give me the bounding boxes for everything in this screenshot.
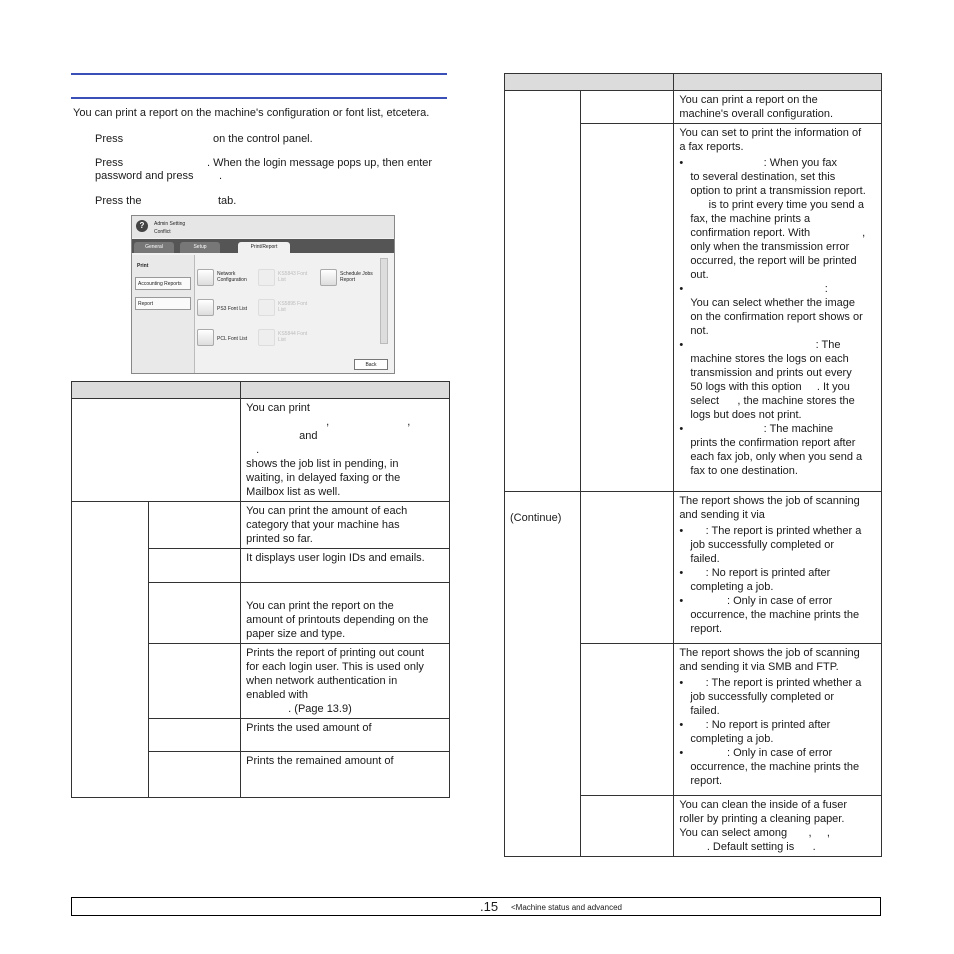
ks5895-font-list-button [258, 299, 275, 316]
screen-subtitle: Conflict [154, 229, 171, 235]
step-2-d: . [219, 170, 223, 182]
schedule-jobs-report-button[interactable] [320, 269, 337, 286]
right-table-header-1 [505, 74, 674, 91]
left-accounting-group-label [72, 502, 149, 798]
left-row-2-label [148, 502, 241, 549]
right-row-3-label [580, 492, 673, 644]
left-row-7-label [148, 752, 241, 798]
left-table-header-2 [241, 382, 450, 399]
right-row-4-desc: The report shows the job of scanning and sending it via SMB and FTP. • : The report is printed whether a job successfully completed or failed. • : No report is printed after completing a job. • : Only in case of error occurrence, the machine prints the report. [674, 644, 882, 796]
control-panel-screenshot [131, 215, 395, 374]
ks5843-font-list-label-2: List [278, 277, 286, 283]
left-row-1-desc: You can print , , and . shows the job list in pending, in waiting, in delayed faxing or the Mailbox list as well. [241, 399, 450, 502]
page-footer [71, 897, 881, 916]
title-rule-top [71, 73, 447, 75]
scrollbar[interactable] [380, 258, 388, 344]
left-table-header-1 [72, 382, 241, 399]
tab-setup[interactable]: Setup [180, 242, 220, 253]
report-button[interactable]: Report [135, 297, 191, 310]
help-icon[interactable]: ? [136, 220, 148, 232]
right-group-1-label [505, 91, 581, 492]
ks5844-font-list-label-2: List [278, 337, 286, 343]
ks5843-font-list-button [258, 269, 275, 286]
left-row-3-desc: It displays user login IDs and emails. [241, 549, 450, 583]
schedule-jobs-report-label-2: Report [340, 277, 356, 283]
right-table-header-2 [674, 74, 882, 91]
ks5844-font-list-label-1: KS5844 Font [278, 331, 308, 337]
screen-title-bar [132, 216, 394, 238]
schedule-jobs-report-label-1: Schedule Jobs [340, 271, 373, 277]
step-3-b: tab. [218, 195, 237, 207]
page-number: .15 [480, 899, 499, 914]
right-row-1-desc: You can print a report on the machine's overall configuration. [674, 91, 882, 124]
footer-chapter-text: <Machine status and advanced [511, 903, 622, 912]
left-row-3-label [148, 549, 241, 583]
right-row-5-label [580, 796, 673, 857]
ps3-font-list-label: PS3 Font List [217, 306, 248, 312]
left-report-table [71, 381, 450, 798]
intro-text: You can print a report on the machine's configuration or font list, etcetera. [73, 107, 430, 119]
left-row-2-desc: You can print the amount of each category that your machine has printed so far. [241, 502, 450, 549]
pcl-font-list-button[interactable] [197, 329, 214, 346]
left-row-5-label [148, 644, 241, 719]
tab-general[interactable]: General [134, 242, 174, 253]
right-row-2-label [580, 124, 673, 492]
right-row-3-desc: The report shows the job of scanning and sending it via • : The report is printed whether a job successfully completed or failed. • : No report is printed after completing a job. • : Only in case of error occurrence, the machine prints the report. [674, 492, 882, 644]
step-2-a: Press [95, 157, 124, 169]
pcl-font-list-label: PCL Font List [217, 336, 248, 342]
right-row-4-label [580, 644, 673, 796]
screen-sidebar [132, 255, 195, 373]
ps3-font-list-button[interactable] [197, 299, 214, 316]
title-rule-bottom [71, 97, 447, 99]
step-2-b: . When the login message pops up, then enter [207, 157, 433, 169]
network-configuration-button[interactable] [197, 269, 214, 286]
sidebar-header: Print [137, 263, 149, 269]
left-row-4-desc: You can print the report on the amount of printouts depending on the paper size and type. [241, 583, 450, 644]
left-row-6-label [148, 719, 241, 752]
network-configuration-label-2: Configuration [217, 277, 247, 283]
left-row-6-desc: Prints the used amount of [241, 719, 450, 752]
ks5843-font-list-label-1: KS5843 Font [278, 271, 308, 277]
right-row-5-desc: You can clean the inside of a fuser roller by printing a cleaning paper. You can select among , , . Default setting is . [674, 796, 882, 857]
ks5895-font-list-label-1: KS5895 Font [278, 301, 308, 307]
left-row-5-desc: Prints the report of printing out count for each login user. This is used only when network authentication in enabled with . (Page 13.9) [241, 644, 450, 719]
right-row-1-label [580, 91, 673, 124]
step-1-a: Press [95, 133, 124, 145]
ks5844-font-list-button [258, 329, 275, 346]
screen-title: Admin Setting [154, 221, 186, 227]
accounting-reports-button[interactable]: Accounting Reports [135, 277, 191, 290]
right-report-table [504, 73, 882, 857]
left-row-7-desc: Prints the remained amount of [241, 752, 450, 798]
network-configuration-label-1: Network [217, 271, 236, 277]
step-2-c: password and press [95, 170, 194, 182]
left-row-1-label [72, 399, 241, 502]
right-row-2-desc: You can set to print the information of a fax reports. • : When you fax to several destination, set this option to print a transmission report. is to print every time you send a fax, the machine prints a confirmation report. With , only when the transmission error occurred, the report will be printed out. • : You can select whether the image on the confirmation report shows or not. • : The machine stores the logs on each transmission and prints out every 50 logs with this option . It you select , the machine stores the logs but does not print. • : The machine prints the confirmation report after each fax job, only when you send a fax to one destination. [674, 124, 882, 492]
back-button[interactable]: Back [354, 359, 388, 370]
left-row-4-label [148, 583, 241, 644]
step-1-b: on the control panel. [213, 133, 313, 145]
ks5895-font-list-label-2: List [278, 307, 286, 313]
step-3-a: Press the [95, 195, 142, 207]
right-group-2-label: (Continue) [505, 492, 581, 857]
tab-print-report[interactable]: Print/Report [238, 242, 290, 253]
